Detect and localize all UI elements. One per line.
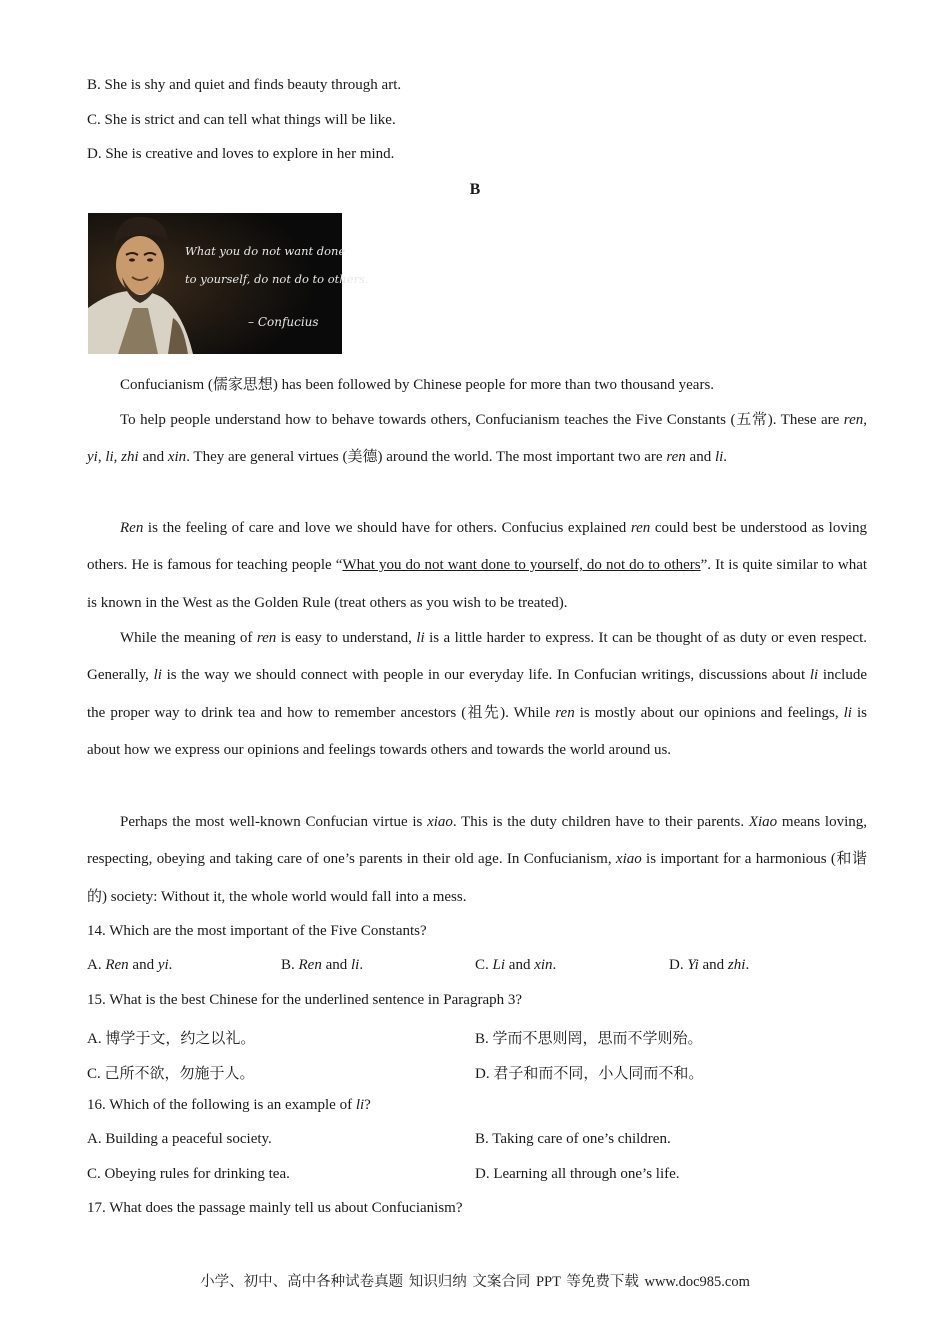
q15-option-a[interactable]: A. 博学于文，约之以礼。 xyxy=(87,1031,256,1047)
q14-option-d[interactable]: D. Yi and zhi. xyxy=(669,957,750,973)
underlined-sentence: What you do not want done to yourself, do not do to others xyxy=(342,557,701,574)
quote-attribution: – Confucius xyxy=(248,315,319,329)
section-letter: B xyxy=(469,181,481,198)
paragraph-1: Confucianism (儒家思想) has been followed by Chinese people for more than two thousand years. xyxy=(120,377,715,393)
quote-text: What you do not want done to yourself, do not do to others. xyxy=(185,244,369,286)
question-17: 17. What does the passage mainly tell us about Confucianism? xyxy=(87,1200,463,1216)
paragraph-2: To help people understand how to behave towards others, Confucianism teaches the Five Constants (五常). These are ren, yi, li, zhi and xin. They are general virtues (美德) around the world. The most important two are ren and li. xyxy=(87,412,867,466)
q14-option-c[interactable]: C. Li and xin. xyxy=(475,957,557,973)
paragraph-5: Perhaps the most well-known Confucian virtue is xiao. This is the duty children have to their parents. Xiao means loving, respecting, obeying and taking care of one’s parents in their old age. In Confucianism, xiao is important for a harmonious (和谐的) society: Without it, the whole world would fall into a mess. xyxy=(87,814,868,905)
option-d-prev: D. She is creative and loves to explore in her mind. xyxy=(87,146,395,162)
confucius-quote-image xyxy=(88,213,369,354)
q16-option-a[interactable]: A. Building a peaceful society. xyxy=(87,1131,272,1147)
q15-option-c[interactable]: C. 己所不欲，勿施于人。 xyxy=(87,1066,255,1082)
q16-option-d[interactable]: D. Learning all through one’s life. xyxy=(475,1166,680,1182)
paragraph-4: While the meaning of ren is easy to understand, li is a little harder to express. It can be thought of as duty or even respect. Generally, li is the way we should connect with people in our everyday life. In Confucian writings, discussions about li include the proper way to drink tea and how to remember ancestors (祖先). While ren is mostly about our opinions and feelings, li is about how we express our opinions and feelings towards others and towards the world around us. xyxy=(87,630,868,758)
question-14: 14. Which are the most important of the Five Constants? xyxy=(87,923,427,939)
q16-option-c[interactable]: C. Obeying rules for drinking tea. xyxy=(87,1166,290,1182)
q15-option-d[interactable]: D. 君子和而不同，小人同而不和。 xyxy=(475,1066,704,1082)
question-15: 15. What is the best Chinese for the underlined sentence in Paragraph 3? xyxy=(87,992,523,1008)
q16-option-b[interactable]: B. Taking care of one’s children. xyxy=(475,1131,671,1147)
paragraph-3: Ren is the feeling of care and love we should have for others. Confucius explained ren could best be understood as loving others. He is famous for teaching people “What you do not want done to yourself, do not do to others”. It is quite similar to what is known in the West as the Golden Rule (treat others as you wish to be treated). xyxy=(87,520,868,611)
q14-option-b[interactable]: B. Ren and li. xyxy=(281,957,364,973)
question-16: 16. Which of the following is an example of li? xyxy=(87,1097,371,1113)
q15-option-b[interactable]: B. 学而不思则罔，思而不学则殆。 xyxy=(475,1031,703,1047)
page-footer: 小学、初中、高中各种试卷真题 知识归纳 文案合同 PPT 等免费下载 www.doc985.com xyxy=(200,1274,750,1290)
option-b-prev: B. She is shy and quiet and finds beauty through art. xyxy=(87,77,402,93)
option-c-prev: C. She is strict and can tell what things will be like. xyxy=(87,112,396,128)
q14-option-a[interactable]: A. Ren and yi. xyxy=(87,957,173,973)
